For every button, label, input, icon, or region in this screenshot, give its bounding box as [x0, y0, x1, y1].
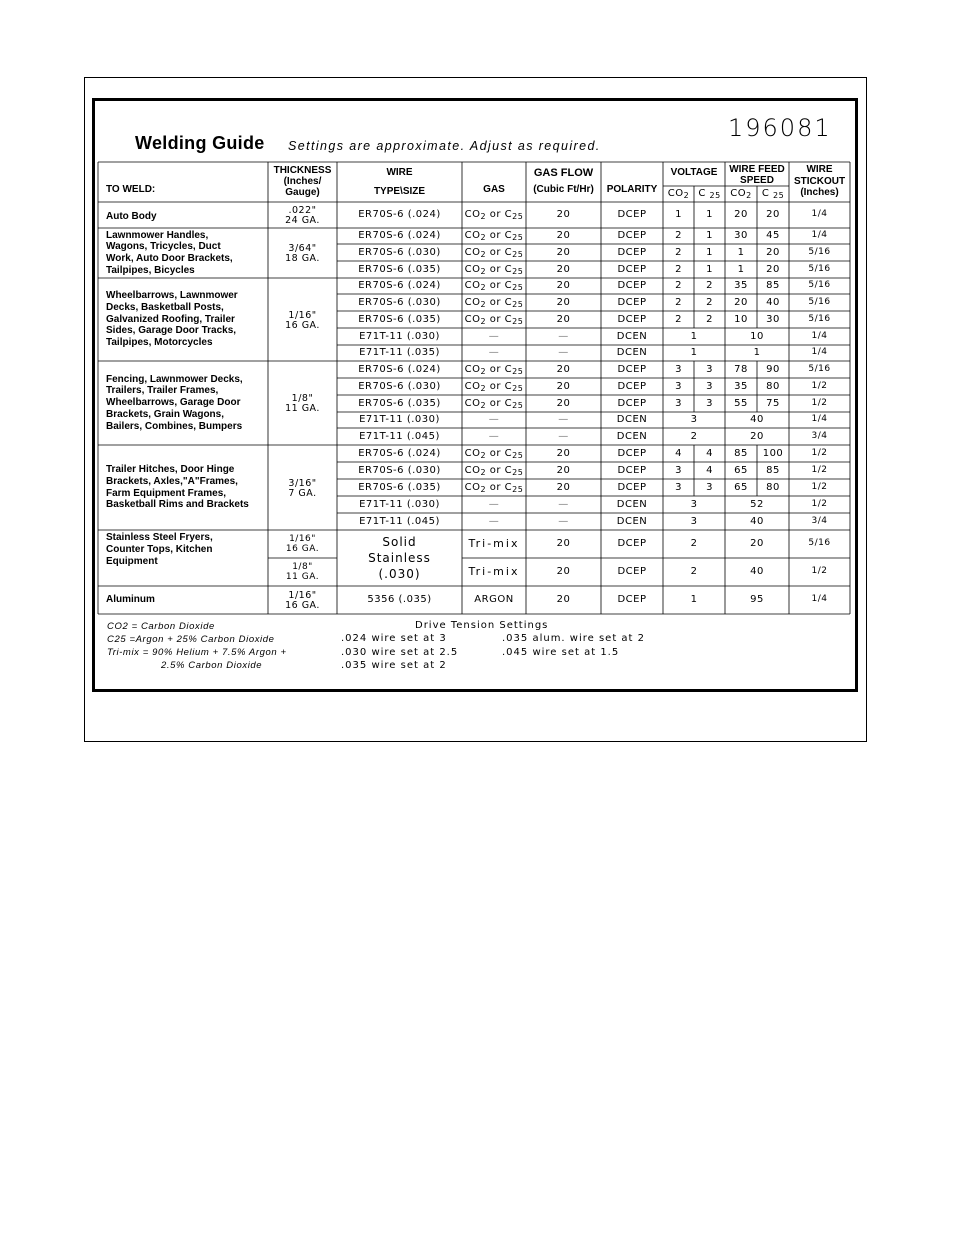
- feed-12: 40: [750, 414, 764, 425]
- voltage-co2-1: 2: [675, 230, 682, 241]
- polarity-4: DCEP: [617, 280, 647, 291]
- drive-tension-left: [341, 632, 458, 673]
- stickout-14: 1/2: [811, 447, 828, 458]
- gas-flow-17: —: [558, 498, 569, 510]
- legend-trimix: Tri-mix = 90% Helium + 7.5% Argon +: [107, 647, 287, 658]
- to-weld-line: Fencing, Lawnmower Decks,: [106, 373, 243, 385]
- gas-flow-10: 20: [556, 380, 571, 392]
- gas-21: ARGON: [474, 594, 514, 605]
- feed-co2-0: 20: [734, 209, 748, 220]
- voltage-7: 1: [690, 330, 698, 342]
- gas-19: Tri-mix: [468, 537, 520, 550]
- voltage-co2-2: 2: [675, 246, 682, 258]
- gas-flow-2: 20: [556, 246, 571, 258]
- header-wire-0: WIRE: [386, 167, 413, 178]
- thickness-4-1: 7 GA.: [288, 487, 317, 499]
- stickout-9: 5/16: [808, 363, 831, 374]
- to-weld-line: Wheelbarrows, Lawnmower: [106, 290, 238, 302]
- to-weld-line: Wheelbarrows, Garage Door: [106, 397, 241, 409]
- voltage-c25-0: 1: [706, 209, 713, 220]
- thickness-4-0: 3/16": [288, 477, 317, 489]
- stickout-2: 5/16: [808, 246, 831, 257]
- voltage-co2-0: 1: [675, 209, 682, 220]
- voltage-19: 2: [690, 538, 698, 549]
- polarity-3: DCEP: [617, 263, 647, 275]
- voltage-13: 2: [690, 430, 698, 442]
- voltage-c25-10: 3: [706, 380, 713, 392]
- stickout-17: 1/2: [811, 498, 828, 509]
- gas-9: $CO_2$ or $C_{25}$: [464, 363, 524, 376]
- drive-tension-030: .030 wire set at 2.5: [341, 646, 459, 658]
- voltage-c25-14: 4: [706, 447, 713, 459]
- polarity-18: DCEN: [616, 515, 648, 527]
- feed-8: 1: [753, 347, 761, 358]
- gas-17: —: [488, 498, 500, 510]
- polarity-11: DCEP: [617, 397, 647, 409]
- voltage-co2-15: 3: [675, 464, 682, 476]
- subheader-1: C $_{25}$: [698, 188, 721, 200]
- gas-flow-6: 20: [556, 313, 571, 325]
- gas-flow-20: 20: [556, 566, 571, 577]
- voltage-co2-10: 3: [675, 380, 682, 392]
- to-weld-group-5: [106, 532, 213, 567]
- thickness-3-1: 11 GA.: [285, 403, 320, 414]
- voltage-20: 2: [690, 566, 698, 577]
- feed-c25-10: 80: [766, 380, 780, 392]
- legend-trimix-cont: 2.5% Carbon Dioxide: [161, 660, 263, 671]
- polarity-15: DCEP: [617, 464, 647, 476]
- wire-stainless-1: Stainless: [368, 551, 431, 565]
- feed-19: 20: [750, 538, 764, 549]
- feed-c25-3: 20: [766, 263, 780, 275]
- stickout-5: 5/16: [808, 296, 831, 307]
- feed-21: 95: [750, 594, 764, 605]
- voltage-co2-6: 2: [675, 313, 682, 325]
- drive-tension-045: .045 wire set at 1.5: [502, 646, 620, 658]
- header-thickness-2: Gauge): [285, 187, 320, 198]
- stickout-7: 1/4: [811, 330, 828, 341]
- polarity-10: DCEP: [617, 380, 647, 392]
- feed-c25-15: 85: [766, 464, 780, 476]
- gas-2: $CO_2$ or $C_{25}$: [464, 246, 524, 259]
- feed-c25-6: 30: [766, 313, 780, 325]
- voltage-c25-4: 2: [706, 280, 713, 291]
- feed-c25-5: 40: [766, 296, 780, 308]
- stickout-20: 1/2: [811, 566, 828, 576]
- feed-c25-11: 75: [766, 397, 780, 409]
- thickness-1-0: 3/64": [288, 243, 317, 254]
- wire-stainless-2: (.030): [378, 567, 421, 581]
- polarity-1: DCEP: [617, 230, 647, 241]
- to-weld-line: Sides, Garage Door Tracks,: [106, 325, 237, 337]
- to-weld-line: Trailers, Trailer Frames,: [106, 385, 219, 397]
- feed-17: 52: [750, 498, 764, 510]
- voltage-c25-11: 3: [706, 397, 713, 409]
- wire-type-21: 5356 (.035): [367, 594, 432, 605]
- header-thickness-0: THICKNESS: [273, 165, 332, 176]
- voltage-c25-16: 3: [706, 481, 713, 493]
- feed-c25-4: 85: [766, 280, 780, 291]
- thickness-1-1: 18 GA.: [285, 253, 320, 264]
- gas-flow-12: —: [558, 414, 569, 425]
- feed-co2-9: 78: [734, 363, 748, 375]
- drive-tension-024: .024 wire set at 3: [341, 633, 447, 644]
- feed-c25-0: 20: [766, 209, 780, 220]
- feed-7: 10: [750, 330, 764, 342]
- gas-flow-19: 20: [556, 538, 571, 549]
- to-weld-line: Galvanized Roofing, Trailer: [106, 313, 235, 325]
- drive-tension-title: Drive Tension Settings: [415, 620, 549, 631]
- to-weld-line: Basketball Rims and Brackets: [106, 499, 249, 511]
- polarity-19: DCEP: [617, 538, 647, 549]
- gas-1: $CO_2$ or $C_{25}$: [464, 230, 524, 242]
- wire-type-0: ER70S-6 (.024): [358, 209, 441, 220]
- feed-co2-16: 65: [734, 481, 748, 493]
- polarity-2: DCEP: [617, 246, 647, 258]
- wire-type-4: ER70S-6 (.024): [358, 280, 441, 291]
- feed-20: 40: [750, 566, 764, 577]
- stickout-6: 5/16: [808, 313, 831, 324]
- thickness-5-a0: 1/16": [289, 534, 316, 544]
- guide-subtitle: Settings are approximate. Adjust as required.: [288, 139, 601, 153]
- gas-flow-14: 20: [556, 447, 571, 459]
- polarity-8: DCEN: [616, 347, 648, 358]
- voltage-co2-3: 2: [675, 263, 682, 275]
- gas-7: —: [488, 330, 500, 342]
- to-weld-line: Tailpipes, Motorcycles: [106, 337, 213, 349]
- wire-stainless-0: Solid: [382, 535, 417, 549]
- voltage-18: 3: [690, 515, 698, 527]
- voltage-co2-9: 3: [675, 363, 682, 375]
- voltage-co2-5: 2: [675, 296, 682, 308]
- gas-6: $CO_2$ or $C_{25}$: [464, 313, 524, 326]
- stickout-1: 1/4: [811, 230, 828, 240]
- thickness-3-0: 1/8": [291, 393, 314, 404]
- header-wire-feed-1: SPEED: [740, 175, 774, 186]
- gas-flow-9: 20: [556, 363, 571, 375]
- thickness-0-0: .022": [288, 205, 317, 216]
- polarity-14: DCEP: [617, 447, 647, 459]
- gas-flow-0: 20: [556, 209, 571, 220]
- voltage-c25-6: 2: [706, 313, 713, 325]
- feed-co2-14: 85: [734, 447, 748, 459]
- voltage-co2-14: 4: [675, 447, 682, 459]
- gas-0: $CO_2$ or $C_{25}$: [464, 209, 524, 221]
- to-weld-line: Bailers, Combines, Bumpers: [106, 420, 243, 432]
- voltage-c25-2: 1: [706, 246, 713, 258]
- gas-20: Tri-mix: [468, 565, 520, 578]
- gas-flow-5: 20: [556, 296, 571, 308]
- wire-type-15: ER70S-6 (.030): [358, 464, 441, 476]
- legend-co2: CO2 = Carbon Dioxide: [107, 621, 215, 632]
- gas-flow-16: 20: [556, 481, 571, 493]
- gas-flow-7: —: [558, 330, 569, 342]
- feed-co2-1: 30: [734, 230, 748, 241]
- to-weld-line: Decks, Basketball Posts,: [106, 301, 224, 313]
- stickout-16: 1/2: [811, 481, 828, 492]
- legend-c25: C25 =Argon + 25% Carbon Dioxide: [107, 634, 275, 645]
- header-polarity: POLARITY: [606, 184, 658, 195]
- stickout-12: 1/4: [811, 414, 828, 424]
- voltage-co2-16: 3: [675, 481, 682, 493]
- wire-type-14: ER70S-6 (.024): [358, 447, 441, 459]
- polarity-7: DCEN: [616, 330, 648, 342]
- feed-c25-1: 45: [766, 230, 780, 241]
- drive-tension-035: .035 wire set at 2: [341, 660, 447, 671]
- gas-13: —: [488, 430, 500, 442]
- wire-type-5: ER70S-6 (.030): [358, 296, 441, 308]
- polarity-5: DCEP: [617, 296, 647, 308]
- polarity-0: DCEP: [617, 209, 647, 220]
- voltage-12: 3: [690, 414, 698, 425]
- subheader-2: $CO_2$: [730, 188, 752, 200]
- to-weld-line: Farm Equipment Frames,: [106, 487, 227, 499]
- gas-flow-8: —: [558, 347, 569, 358]
- polarity-21: DCEP: [617, 594, 647, 605]
- thickness-0-1: 24 GA.: [285, 215, 320, 226]
- gas-flow-11: 20: [556, 397, 571, 409]
- voltage-21: 1: [690, 594, 698, 605]
- wire-type-12: E71T-11 (.030): [359, 414, 440, 425]
- to-weld-group-2: [106, 290, 238, 349]
- to-weld-line: Lawnmower Handles,: [106, 229, 209, 241]
- wire-type-16: ER70S-6 (.035): [358, 481, 441, 493]
- to-weld-line: Aluminum: [106, 594, 155, 606]
- to-weld-line: Work, Auto Door Brackets,: [106, 253, 233, 264]
- voltage-c25-3: 1: [706, 263, 713, 275]
- feed-co2-2: 1: [737, 246, 745, 258]
- voltage-co2-4: 2: [675, 280, 682, 291]
- feed-co2-10: 35: [734, 380, 748, 392]
- to-weld-group-3: [106, 374, 243, 433]
- gas-flow-15: 20: [556, 464, 571, 476]
- gas-3: $CO_2$ or $C_{25}$: [464, 263, 524, 276]
- voltage-co2-11: 3: [675, 397, 682, 409]
- stickout-15: 1/2: [811, 464, 828, 475]
- polarity-17: DCEN: [616, 498, 648, 510]
- guide-title: Welding Guide: [135, 133, 265, 153]
- gas-5: $CO_2$ or $C_{25}$: [464, 296, 524, 309]
- voltage-c25-9: 3: [706, 363, 713, 375]
- to-weld-line: Trailer Hitches, Door Hinge: [106, 464, 235, 476]
- legend: [107, 620, 287, 672]
- polarity-16: DCEP: [617, 481, 647, 493]
- thickness-5-a1: 16 GA.: [285, 544, 320, 554]
- gas-4: $CO_2$ or $C_{25}$: [464, 280, 524, 292]
- wire-type-10: ER70S-6 (.030): [358, 380, 441, 392]
- to-weld-group-1: [106, 230, 233, 277]
- wire-type-6: ER70S-6 (.035): [358, 313, 441, 325]
- header-stickout-1: STICKOUT: [793, 175, 846, 187]
- to-weld-line: Wagons, Tricycles, Duct: [106, 241, 221, 253]
- wire-type-13: E71T-11 (.045): [359, 430, 440, 442]
- gas-flow-3: 20: [556, 263, 571, 275]
- wire-type-2: ER70S-6 (.030): [358, 246, 441, 258]
- stickout-13: 3/4: [811, 430, 828, 441]
- to-weld-line: Counter Tops, Kitchen: [106, 544, 213, 556]
- header-thickness-1: (Inches/: [283, 176, 322, 187]
- drive-tension-right: [502, 632, 645, 659]
- feed-c25-14: 100: [762, 447, 784, 459]
- wire-type-18: E71T-11 (.045): [359, 515, 440, 527]
- feed-co2-4: 35: [734, 280, 748, 291]
- gas-12: —: [488, 414, 500, 425]
- header-to-weld: TO WELD:: [106, 184, 156, 195]
- header-voltage: VOLTAGE: [670, 167, 718, 178]
- gas-flow-1: 20: [556, 230, 571, 241]
- stickout-0: 1/4: [811, 209, 828, 219]
- subheader-3: C $_{25}$: [761, 188, 785, 200]
- wire-type-11: ER70S-6 (.035): [358, 397, 441, 409]
- to-weld-line: Tailpipes, Bicycles: [106, 264, 195, 276]
- thickness-6-1: 16 GA.: [285, 600, 320, 611]
- stickout-19: 5/16: [808, 538, 831, 548]
- gas-14: $CO_2$ or $C_{25}$: [464, 447, 524, 460]
- header-wire-1: TYPE\SIZE: [373, 186, 426, 197]
- header-stickout-0: WIRE: [806, 164, 833, 175]
- gas-16: $CO_2$ or $C_{25}$: [464, 481, 524, 494]
- stickout-3: 5/16: [808, 263, 831, 274]
- voltage-c25-1: 1: [706, 230, 713, 241]
- header-gas: GAS: [483, 184, 505, 195]
- feed-co2-11: 55: [734, 397, 748, 409]
- voltage-8: 1: [690, 347, 698, 358]
- thickness-5-b1: 11 GA.: [285, 572, 320, 582]
- polarity-20: DCEP: [617, 566, 647, 577]
- gas-flow-13: —: [558, 430, 569, 442]
- stickout-18: 3/4: [811, 515, 828, 526]
- to-weld-group-0: [106, 211, 157, 223]
- to-weld-line: Brackets, Grain Wagons,: [106, 408, 224, 420]
- feed-c25-2: 20: [766, 246, 780, 258]
- to-weld-line: Brackets, Axles,"A"Frames,: [106, 475, 238, 487]
- header-wire-feed-0: WIRE FEED: [729, 164, 785, 175]
- stickout-11: 1/2: [811, 397, 828, 408]
- thickness-5-b0: 1/8": [292, 562, 313, 572]
- feed-c25-16: 80: [766, 481, 780, 493]
- wire-type-3: ER70S-6 (.035): [358, 263, 441, 275]
- feed-13: 20: [750, 430, 764, 442]
- stickout-21: 1/4: [811, 594, 828, 604]
- header-gas-flow-1: (Cubic Ft/Hr): [533, 184, 594, 195]
- feed-co2-6: 10: [734, 313, 748, 325]
- voltage-17: 3: [690, 498, 698, 510]
- stickout-4: 5/16: [808, 280, 831, 290]
- gas-10: $CO_2$ or $C_{25}$: [464, 380, 524, 393]
- stickout-10: 1/2: [811, 380, 828, 391]
- stickout-8: 1/4: [811, 347, 828, 357]
- gas-11: $CO_2$ or $C_{25}$: [464, 397, 524, 410]
- header-stickout-2: (Inches): [800, 187, 839, 198]
- to-weld-line: Auto Body: [106, 211, 157, 223]
- polarity-6: DCEP: [617, 313, 647, 325]
- gas-flow-21: 20: [556, 594, 571, 605]
- to-weld-line: Equipment: [106, 555, 158, 567]
- to-weld-group-4: [106, 464, 249, 511]
- thickness-6-0: 1/16": [288, 590, 317, 601]
- part-number: 196081: [728, 114, 832, 142]
- gas-flow-4: 20: [556, 280, 571, 291]
- feed-co2-3: 1: [737, 263, 745, 275]
- wire-type-1: ER70S-6 (.024): [358, 230, 441, 241]
- gas-flow-18: —: [558, 515, 569, 527]
- to-weld-line: Stainless Steel Fryers,: [106, 532, 213, 544]
- polarity-9: DCEP: [617, 363, 647, 375]
- wire-type-7: E71T-11 (.030): [359, 330, 440, 342]
- thickness-2-0: 1/16": [288, 309, 317, 321]
- feed-18: 40: [750, 515, 764, 527]
- feed-co2-5: 20: [734, 296, 748, 308]
- wire-type-9: ER70S-6 (.024): [358, 363, 441, 375]
- gas-18: —: [488, 515, 500, 527]
- wire-type-17: E71T-11 (.030): [359, 498, 440, 510]
- header-gas-flow-0: GAS FLOW: [533, 167, 594, 179]
- feed-co2-15: 65: [734, 464, 748, 476]
- gas-15: $CO_2$ or $C_{25}$: [464, 464, 524, 477]
- polarity-13: DCEN: [616, 430, 648, 442]
- drive-tension-alum: .035 alum. wire set at 2: [502, 633, 646, 644]
- gas-8: —: [488, 347, 500, 358]
- feed-c25-9: 90: [766, 363, 780, 375]
- thickness-2-1: 16 GA.: [285, 319, 320, 331]
- subheader-0: $CO_2$: [667, 188, 690, 200]
- polarity-12: DCEN: [616, 414, 648, 425]
- voltage-c25-15: 4: [706, 464, 713, 476]
- to-weld-group-6: [106, 594, 155, 606]
- wire-type-8: E71T-11 (.035): [359, 347, 440, 358]
- voltage-c25-5: 2: [706, 296, 713, 308]
